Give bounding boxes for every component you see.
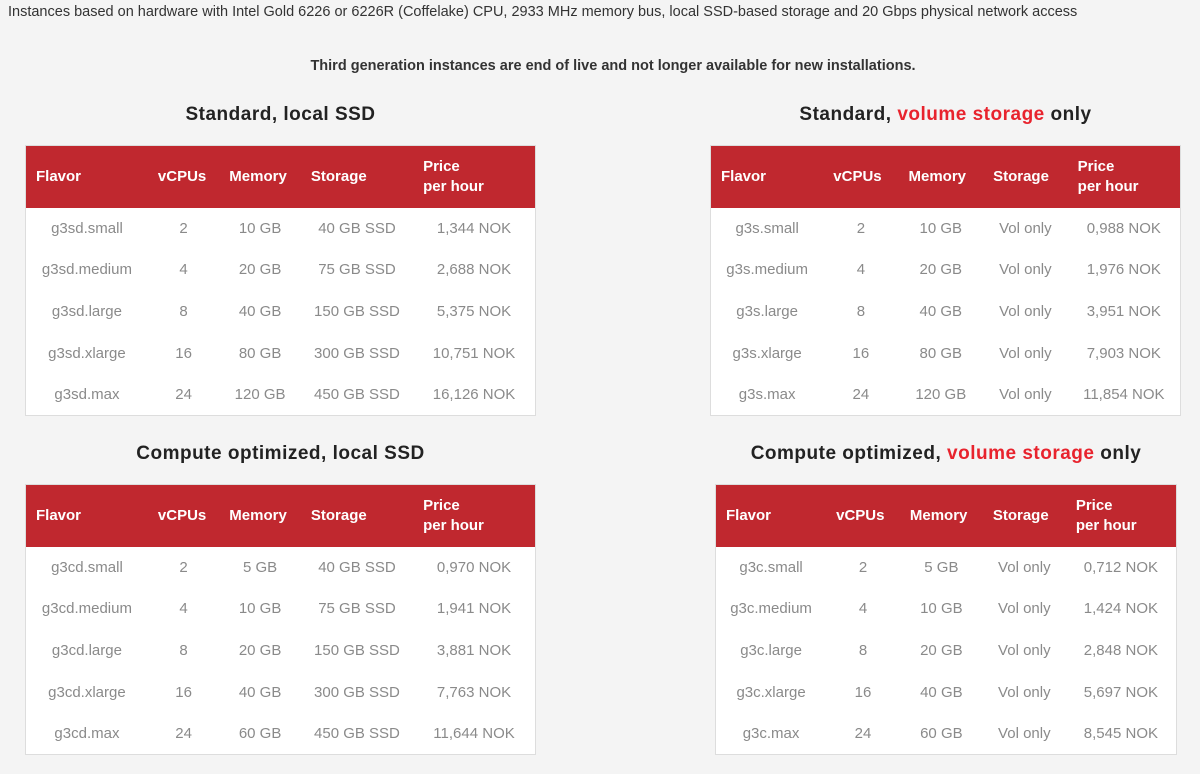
cell-memory: 120 GB <box>234 385 286 403</box>
cell-storage: 450 GB SSD <box>314 385 400 403</box>
cell-price: 5,375 NOK <box>436 302 512 320</box>
header-memory: Memory <box>908 167 967 185</box>
cell-flavor: g3c.max <box>742 724 800 742</box>
cell-storage: Vol only <box>998 558 1051 576</box>
cell-vcpus: 16 <box>175 683 192 701</box>
cell-storage: Vol only <box>999 261 1052 279</box>
header-price-line1: Price <box>1077 157 1115 175</box>
cell-storage: Vol only <box>998 641 1051 659</box>
header-row <box>716 485 1177 547</box>
cell-storage: Vol only <box>998 600 1051 618</box>
cell-vcpus: 8 <box>179 302 188 320</box>
cell-vcpus: 24 <box>175 385 192 403</box>
cell-price: 0,988 NOK <box>1086 219 1161 237</box>
table-row <box>711 374 1181 416</box>
cell-price: 1,344 NOK <box>436 219 512 237</box>
cell-price: 7,763 NOK <box>436 683 512 701</box>
table-compute-volume <box>715 484 1177 755</box>
cell-vcpus: 2 <box>858 558 868 576</box>
header-flavor: Flavor <box>721 167 767 185</box>
header-price <box>413 146 535 208</box>
table-row <box>716 713 1177 755</box>
cell-flavor: g3c.medium <box>730 600 812 618</box>
cell-flavor: g3cd.large <box>51 641 122 659</box>
table-row <box>716 547 1177 589</box>
table-row <box>716 671 1177 713</box>
cell-storage: Vol only <box>999 302 1052 320</box>
header-price-line2: per hour <box>1075 516 1137 534</box>
cell-vcpus: 4 <box>179 600 188 618</box>
cell-flavor: g3cd.medium <box>41 600 132 618</box>
cell-flavor: g3s.small <box>735 219 799 237</box>
header-price-line1: Price <box>423 496 460 514</box>
cell-storage: 150 GB SSD <box>314 641 400 659</box>
table-row <box>26 671 536 713</box>
cell-flavor: g3sd.max <box>54 385 120 403</box>
cell-memory: 120 GB <box>915 385 967 403</box>
cell-memory: 20 GB <box>238 641 282 659</box>
cell-price: 0,712 NOK <box>1083 558 1159 576</box>
cell-memory: 60 GB <box>238 724 282 742</box>
cell-flavor: g3sd.small <box>51 219 123 237</box>
heading-compute-volume <box>715 443 1177 465</box>
table-row <box>26 291 536 333</box>
heading-highlight: volume storage <box>947 443 1095 464</box>
cell-price: 5,697 NOK <box>1083 683 1159 701</box>
intro-text: Instances based on hardware with Intel Gold 6226 or 6226R (Coffelake) CPU, 2933 MHz memory bus, local SSD-based storage and 20 Gbps physical network access <box>8 4 1078 20</box>
header-memory: Memory <box>229 506 287 524</box>
cell-price: 3,951 NOK <box>1086 302 1161 320</box>
cell-vcpus: 2 <box>179 558 188 576</box>
heading-suffix: only <box>1094 443 1142 464</box>
table-row <box>716 588 1177 630</box>
table-row <box>26 547 536 589</box>
cell-storage: 300 GB SSD <box>314 683 400 701</box>
cell-memory: 80 GB <box>238 344 282 362</box>
table-row <box>26 374 536 416</box>
cell-vcpus: 4 <box>179 261 188 279</box>
header-vcpus: vCPUs <box>157 167 207 185</box>
cell-storage: 300 GB SSD <box>314 344 400 362</box>
cell-storage: Vol only <box>999 344 1052 362</box>
table-row <box>711 208 1181 250</box>
cell-flavor: g3sd.xlarge <box>48 344 126 362</box>
cell-vcpus: 16 <box>175 344 192 362</box>
table-row <box>26 630 536 672</box>
cell-storage: 75 GB SSD <box>318 600 396 618</box>
cell-memory: 10 GB <box>238 219 282 237</box>
cell-vcpus: 24 <box>175 724 192 742</box>
cell-price: 7,903 NOK <box>1086 344 1161 362</box>
cell-vcpus: 2 <box>179 219 188 237</box>
header-price <box>1066 485 1177 547</box>
cell-vcpus: 16 <box>854 683 872 701</box>
cell-flavor: g3c.xlarge <box>736 683 806 701</box>
cell-vcpus: 8 <box>856 302 866 320</box>
table-row <box>716 630 1177 672</box>
cell-memory: 20 GB <box>920 641 963 659</box>
header-price-line2: per hour <box>1077 177 1139 195</box>
header-vcpus: vCPUs <box>833 167 882 185</box>
cell-flavor: g3cd.xlarge <box>48 683 126 701</box>
header-price <box>1068 146 1181 208</box>
cell-price: 10,751 NOK <box>432 344 516 362</box>
cell-memory: 40 GB <box>238 683 282 701</box>
cell-flavor: g3c.large <box>740 641 802 659</box>
cell-storage: Vol only <box>998 724 1051 742</box>
cell-vcpus: 8 <box>858 641 868 659</box>
cell-vcpus: 24 <box>852 385 870 403</box>
table-row <box>26 332 536 374</box>
header-storage: Storage <box>993 167 1049 185</box>
cell-memory: 60 GB <box>920 724 963 742</box>
cell-vcpus: 16 <box>852 344 870 362</box>
header-flavor: Flavor <box>726 506 772 524</box>
cell-storage: 75 GB SSD <box>318 261 396 279</box>
cell-flavor: g3sd.large <box>51 302 122 320</box>
header-row <box>26 146 536 208</box>
table-compute-ssd <box>25 484 536 755</box>
table-row <box>26 208 536 250</box>
cell-memory: 5 GB <box>242 558 278 576</box>
cell-memory: 40 GB <box>919 302 963 320</box>
cell-storage: 450 GB SSD <box>314 724 400 742</box>
header-row <box>711 146 1181 208</box>
cell-vcpus: 4 <box>858 600 868 618</box>
cell-memory: 20 GB <box>919 261 963 279</box>
cell-flavor: g3cd.small <box>51 558 123 576</box>
header-storage: Storage <box>310 167 367 185</box>
cell-flavor: g3s.medium <box>726 261 808 279</box>
cell-vcpus: 4 <box>856 261 866 279</box>
header-price-line1: Price <box>1075 496 1113 514</box>
heading-prefix: Compute optimized, <box>750 443 948 464</box>
cell-memory: 10 GB <box>238 600 282 618</box>
header-flavor: Flavor <box>36 506 82 524</box>
table-standard-volume <box>710 145 1181 416</box>
cell-flavor: g3sd.medium <box>41 261 132 279</box>
table-row <box>711 291 1181 333</box>
heading-suffix: only <box>1044 104 1092 125</box>
cell-vcpus: 2 <box>856 219 866 237</box>
header-memory: Memory <box>909 506 968 524</box>
heading-compute-ssd: Compute optimized, local SSD <box>136 443 425 464</box>
table-row <box>711 332 1181 374</box>
cell-flavor: g3s.large <box>736 302 798 320</box>
header-price <box>413 485 535 547</box>
cell-storage: Vol only <box>999 385 1052 403</box>
eol-notice: Third generation instances are end of live and not longer available for new installations. <box>310 58 916 74</box>
cell-price: 1,941 NOK <box>436 600 512 618</box>
cell-price: 2,688 NOK <box>436 261 512 279</box>
cell-memory: 80 GB <box>919 344 963 362</box>
cell-flavor: g3cd.max <box>54 724 120 742</box>
cell-storage: 40 GB SSD <box>318 219 396 237</box>
cell-memory: 20 GB <box>238 261 282 279</box>
header-storage: Storage <box>992 506 1049 524</box>
cell-memory: 40 GB <box>920 683 963 701</box>
header-price-line2: per hour <box>423 177 484 195</box>
cell-flavor: g3c.small <box>739 558 803 576</box>
header-vcpus: vCPUs <box>157 506 207 524</box>
cell-price: 11,644 NOK <box>433 724 515 742</box>
cell-flavor: g3s.max <box>738 385 796 403</box>
header-price-line1: Price <box>423 157 460 175</box>
table-row <box>26 713 536 755</box>
cell-storage: Vol only <box>998 683 1051 701</box>
cell-price: 2,848 NOK <box>1083 641 1159 659</box>
table-row <box>711 249 1181 291</box>
heading-standard-volume <box>710 104 1181 126</box>
header-storage: Storage <box>310 506 367 524</box>
cell-storage: Vol only <box>999 219 1052 237</box>
cell-memory: 10 GB <box>920 600 963 618</box>
table-row <box>26 249 536 291</box>
header-memory: Memory <box>229 167 287 185</box>
cell-price: 11,854 NOK <box>1083 385 1165 403</box>
cell-memory: 10 GB <box>919 219 963 237</box>
cell-price: 1,424 NOK <box>1083 600 1159 618</box>
cell-memory: 40 GB <box>238 302 282 320</box>
cell-memory: 5 GB <box>924 558 959 576</box>
header-row <box>26 485 536 547</box>
cell-price: 1,976 NOK <box>1086 261 1161 279</box>
heading-highlight: volume storage <box>897 104 1045 125</box>
cell-price: 3,881 NOK <box>436 641 512 659</box>
heading-prefix: Standard, <box>799 104 898 125</box>
header-price-line2: per hour <box>423 516 484 534</box>
header-vcpus: vCPUs <box>836 506 885 524</box>
cell-storage: 150 GB SSD <box>314 302 400 320</box>
cell-vcpus: 8 <box>179 641 188 659</box>
cell-storage: 40 GB SSD <box>318 558 396 576</box>
cell-flavor: g3s.xlarge <box>732 344 802 362</box>
cell-vcpus: 24 <box>854 724 872 742</box>
cell-price: 0,970 NOK <box>436 558 512 576</box>
cell-price: 8,545 NOK <box>1083 724 1159 742</box>
heading-standard-ssd: Standard, local SSD <box>185 104 376 125</box>
cell-price: 16,126 NOK <box>432 385 516 403</box>
table-row <box>26 588 536 630</box>
header-flavor: Flavor <box>36 167 82 185</box>
table-standard-ssd <box>25 145 536 416</box>
